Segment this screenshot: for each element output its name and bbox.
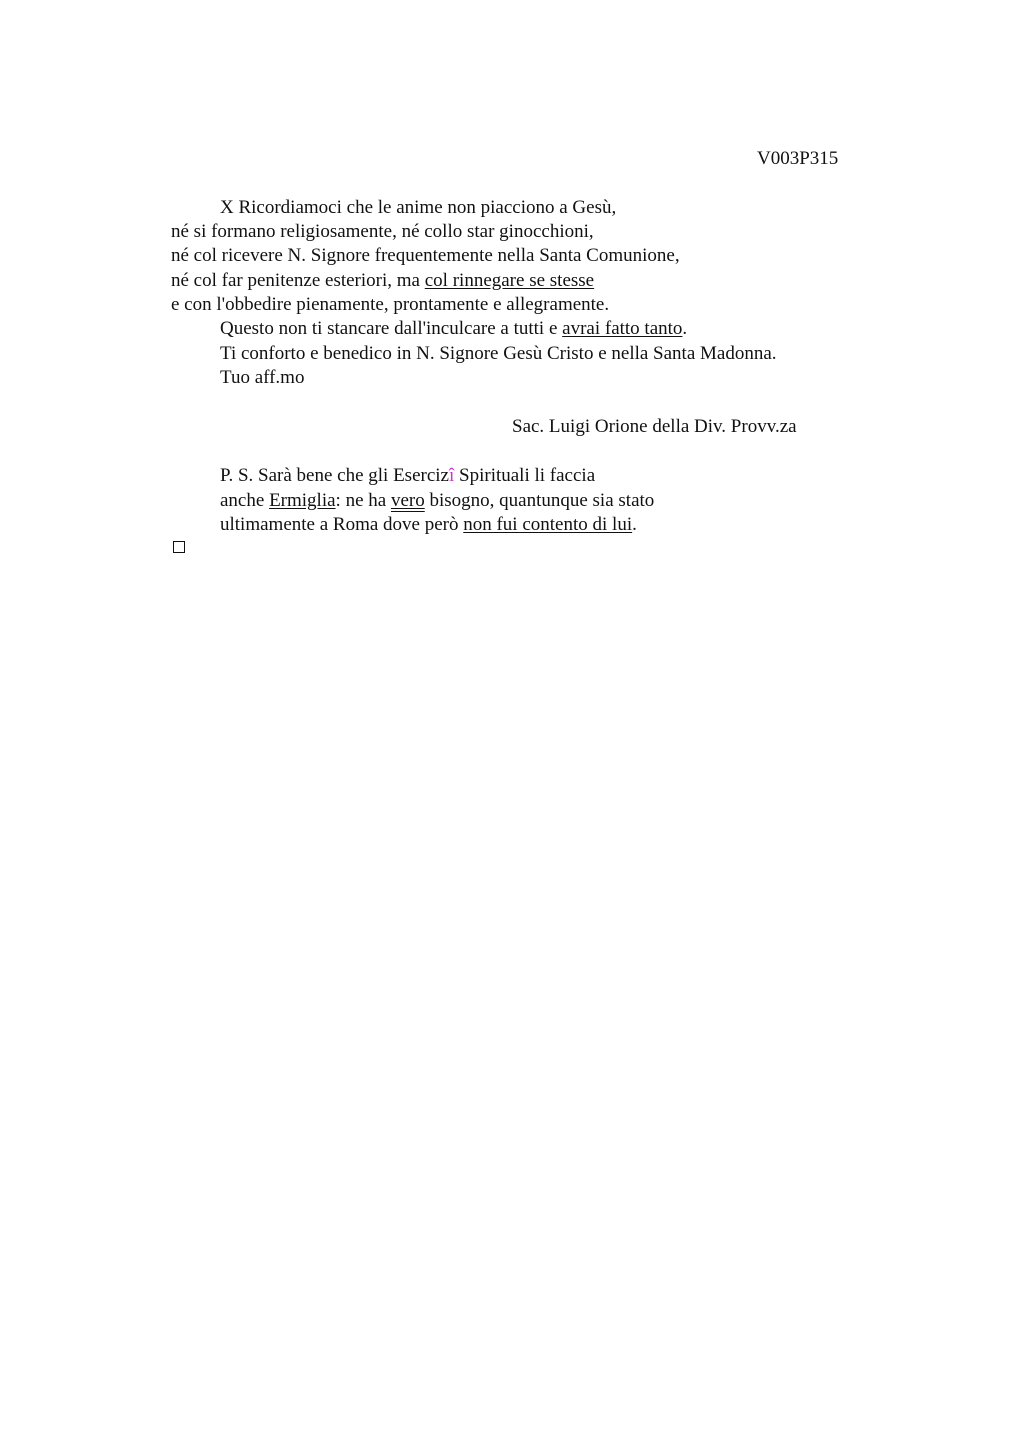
ps-line-1: [220, 464, 595, 488]
body-line-4: [171, 269, 594, 293]
closing: Tuo aff.mo: [220, 367, 305, 388]
ps-line-2-text-mid: : ne ha: [335, 490, 391, 511]
body-line-3: né col ricevere N. Signore frequentemente nella Santa Comunione,: [171, 245, 680, 266]
underlined-name: Ermiglia: [269, 490, 336, 511]
period: .: [682, 318, 688, 339]
ps-line-3-text: ultimamente a Roma dove però: [220, 514, 464, 535]
document-id: V003P315: [757, 148, 839, 169]
underlined-phrase: non fui contento di lui: [463, 514, 633, 535]
signature: Sac. Luigi Orione della Div. Provv.za: [512, 416, 797, 437]
ps-line-3: [220, 513, 637, 537]
underlined-phrase: col rinnegare se stesse: [424, 270, 595, 291]
underlined-phrase: avrai fatto tanto: [562, 318, 683, 339]
body-line-6-text: Questo non ti stancare dall'inculcare a tutti e: [220, 318, 563, 339]
ps-line-1-text-rest: Spirituali li faccia: [454, 465, 596, 486]
checkbox-square-icon: [173, 541, 185, 553]
period: .: [632, 514, 637, 535]
ps-line-2-text: anche: [220, 490, 270, 511]
body-line-7: Ti conforto e benedico in N. Signore Gesù Cristo e nella Santa Madonna.: [220, 343, 777, 364]
body-line-2: né si formano religiosamente, né collo star ginocchioni,: [171, 221, 594, 242]
body-line-5: e con l'obbedire pienamente, prontamente e allegramente.: [171, 294, 610, 315]
ps-line-2: [220, 489, 654, 513]
body-line-6: [220, 317, 687, 341]
double-underlined-word: vero: [390, 490, 425, 511]
ps-line-1-text: P. S. Sarà bene che gli Esercizî: [220, 465, 455, 486]
body-line-4-text: né col far penitenze esteriori, ma: [171, 270, 425, 291]
accented-letter: î: [448, 465, 455, 486]
body-line-1: X Ricordiamoci che le anime non piacciono a Gesù,: [220, 197, 617, 218]
ps-line-2-text-end: bisogno, quantunque sia stato: [424, 490, 655, 511]
